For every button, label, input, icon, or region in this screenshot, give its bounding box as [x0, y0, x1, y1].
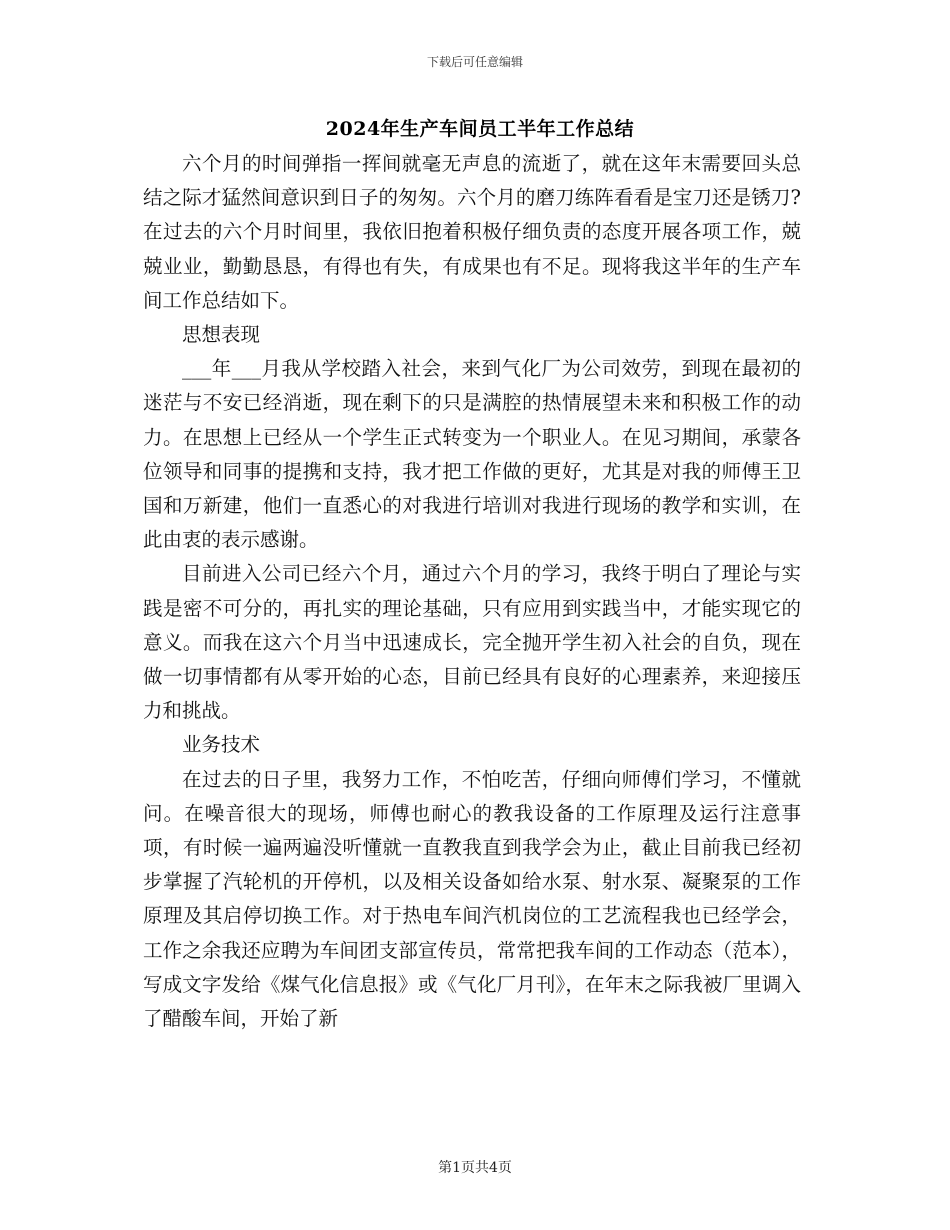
- paragraph-thought-1: ___年___月我从学校踏入社会，来到气化厂为公司效劳，到现在最初的迷茫与不安已经消逝，现在剩下的只是满腔的热情展望未来和积极工作的动力。在思想上已经从一个学生正式转变为一个职业人。在见习期间，承蒙各位领导和同事的提携和支持，我才把工作做的更好，尤其是对我的师傅王卫国和万新建，他们一直悉心的对我进行培训对我进行现场的教学和实训，在此由衷的表示感谢。: [143, 357, 801, 552]
- document-title: 2024年生产车间员工半年工作总结: [325, 118, 635, 140]
- document-body: [143, 147, 801, 1036]
- paragraph-skills: 在过去的日子里，我努力工作，不怕吃苦，仔细向师傅们学习，不懂就问。在噪音很大的现场，师傅也耐心的教我设备的工作原理及运行注意事项，有时候一遍两遍没听懂就一直教我直到我学会为止，截止目前我已经初步掌握了汽轮机的开停机，以及相关设备如给水泵、射水泵、凝聚泵的工作原理及其启停切换工作。对于热电车间汽机岗位的工艺流程我也已经学会，工作之余我还应聘为车间团支部宣传员，常常把我车间的工作动态（范本），写成文字发给《煤气化信息报》或《气化厂月刊》，在年末之际我被厂里调入了醋酸车间，开始了新: [143, 767, 801, 1031]
- paragraph-thought-2: 目前进入公司已经六个月，通过六个月的学习，我终于明白了理论与实践是密不可分的，再扎实的理论基础，只有应用到实践当中，才能实现它的意义。而我在这六个月当中迅速成长，完全抛开学生初入社会的自负，现在做一切事情都有从零开始的心态，目前已经具有良好的心理素养，来迎接压力和挑战。: [143, 562, 801, 723]
- page-footer: 第1页共4页: [438, 1160, 512, 1176]
- paragraph-intro: 六个月的时间弹指一挥间就毫无声息的流逝了，就在这年末需要回头总结之际才猛然间意识到日子的匆匆。六个月的磨刀练阵看看是宝刀还是锈刀?在过去的六个月时间里，我依旧抱着积极仔细负责的态度开展各项工作，兢兢业业，勤勤恳恳，有得也有失，有成果也有不足。现将我这半年的生产车间工作总结如下。: [143, 152, 801, 312]
- section-heading-skills: 业务技术: [182, 733, 261, 757]
- section-heading-thought: 思想表现: [182, 323, 261, 347]
- header-note: 下载后可任意编辑: [426, 55, 523, 69]
